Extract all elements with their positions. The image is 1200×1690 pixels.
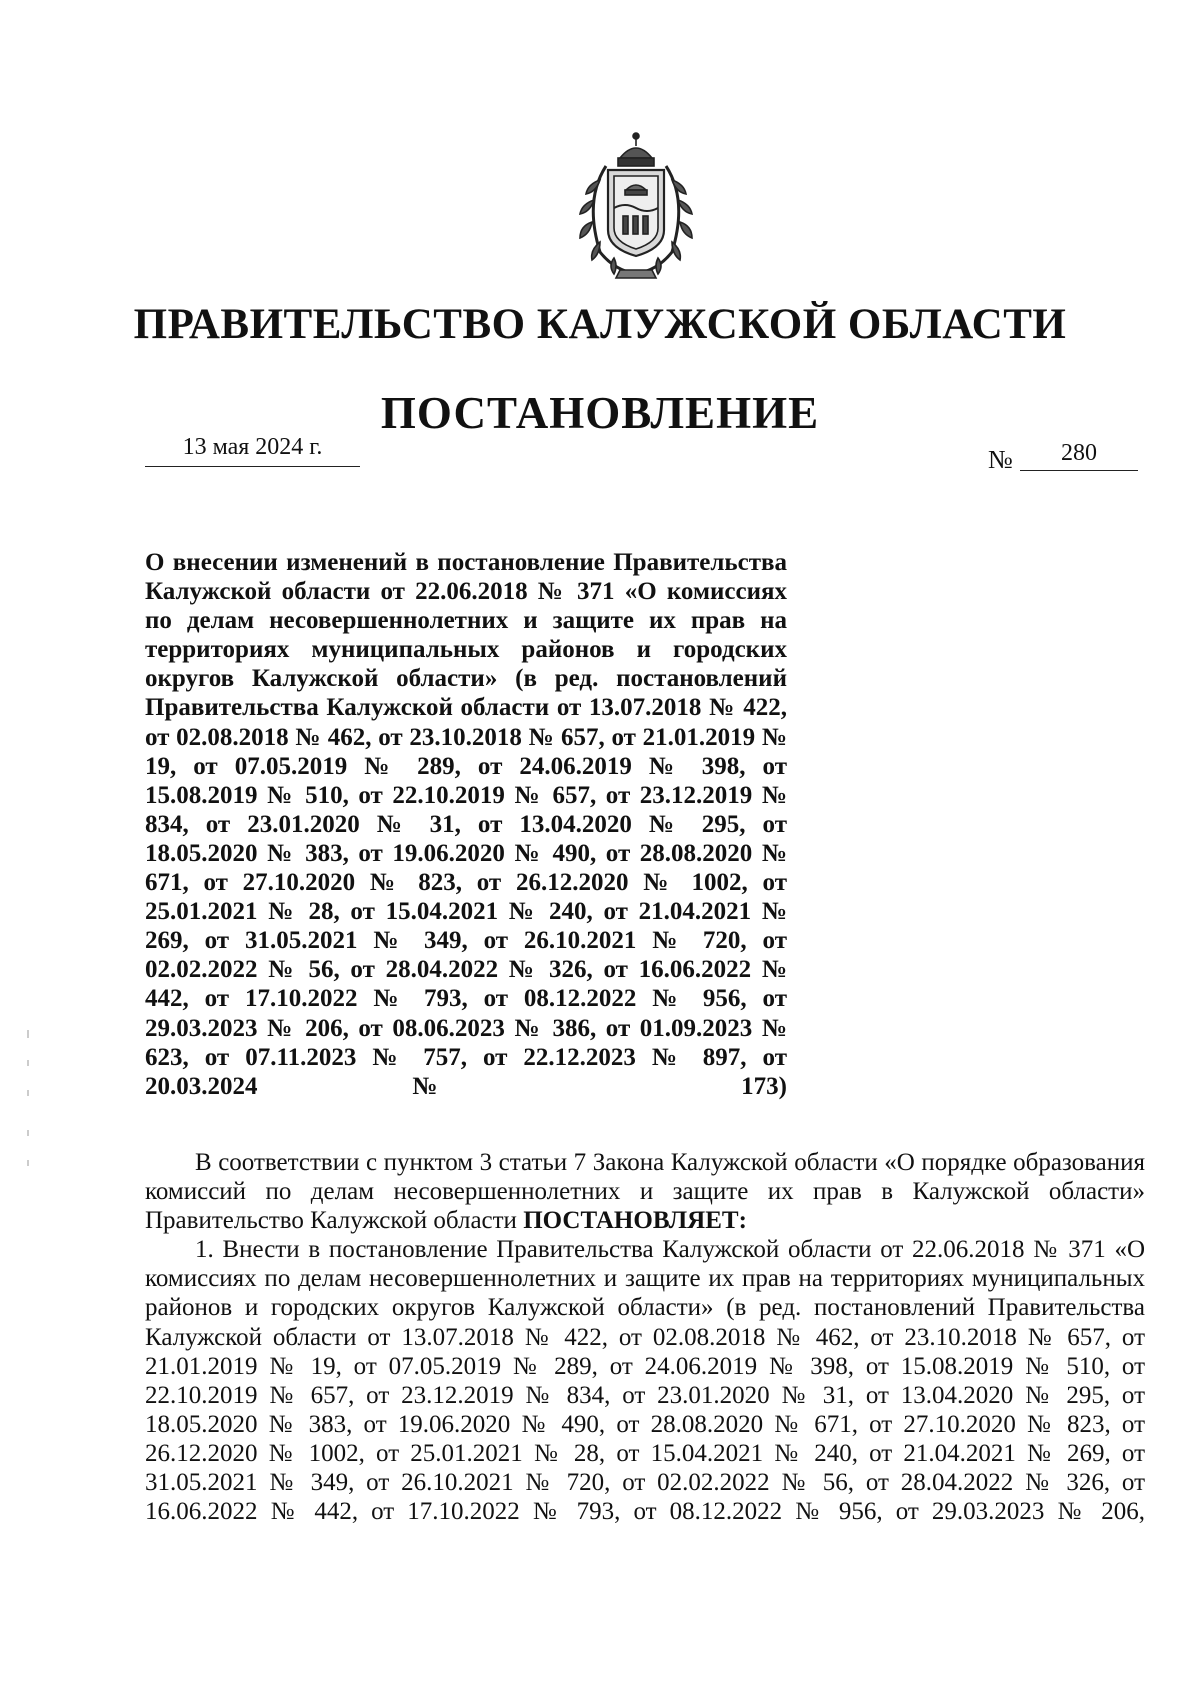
number-label: №	[988, 445, 1013, 474]
item-1-paragraph	[145, 1235, 1145, 1526]
subject-text: О внесении изменений в постановление Правительства Калужской области от 22.06.2018 № 371 «О комиссиях по делам несовершеннолетних и защите их прав на территориях муниципальных районов и городских округов Калужской области» (в ред. постановлений Правительства Калужской области от 13.07.2018 № 422, от 02.08.2018 № 462, от 23.10.2018 № 657, от 21.01.2019 № 19, от 07.05.2019 № 289, от 24.06.2019 № 398, от 15.08.2019 № 510, от 22.10.2019 № 657, от 23.12.2019 № 834, от 23.01.2020 № 31, от 13.04.2020 № 295, от 18.05.2020 № 383, от 19.06.2020 № 490, от 28.08.2020 № 671, от 27.10.2020 № 823, от 26.12.2020 № 1002, от 25.01.2021 № 28, от 15.04.2021 № 240, от 21.04.2021 № 269, от 31.05.2021 № 349, от 26.10.2021 № 720, от 02.02.2022 № 56, от 28.04.2022 № 326, от 16.06.2022 № 442, от 17.10.2022 № 793, от 08.12.2022 № 956, от 29.03.2023 № 206, от 08.06.2023 № 386, от 01.09.2023 № 623, от 07.11.2023 № 757, от 22.12.2023 № 897, от 20.03.2024 № 173)	[145, 549, 787, 1100]
document-type-title: ПОСТАНОВЛЕНИЕ	[380, 388, 820, 438]
document-date: 13 мая 2024 г.	[145, 428, 360, 467]
document-number: 280	[1020, 436, 1138, 471]
government-name: ПРАВИТЕЛЬСТВО КАЛУЖСКОЙ ОБЛАСТИ	[133, 301, 1067, 348]
preamble-paragraph	[145, 1148, 1145, 1235]
decree-word: ПОСТАНОВЛЯЕТ:	[523, 1207, 747, 1235]
document-body	[145, 1148, 1145, 1526]
preamble-text: В соответствии с пунктом 3 статьи 7 Закона Калужской области «О порядке образования комиссий по делам несовершеннолетних и защите их прав в Калужской области» Правительство Калужской области	[145, 1149, 1145, 1235]
item-1-text: 1. Внести в постановление Правительства Калужской области от 22.06.2018 № 371 «О комиссиях по делам несовершеннолетних и защите их прав на территориях муниципальных районов и городских округов Калужской области» (в ред. постановлений Правительства Калужской области от 13.07.2018 № 422, от 02.08.2018 № 462, от 23.10.2018 № 657, от 21.01.2019 № 19, от 07.05.2019 № 289, от 24.06.2019 № 398, от 15.08.2019 № 510, от 22.10.2019 № 657, от 23.12.2019 № 834, от 23.01.2020 № 31, от 13.04.2020 № 295, от 18.05.2020 № 383, от 19.06.2020 № 490, от 28.08.2020 № 671, от 27.10.2020 № 823, от 26.12.2020 № 1002, от 25.01.2021 № 28, от 15.04.2021 № 240, от 21.04.2021 № 269, от 31.05.2021 № 349, от 26.10.2021 № 720, от 02.02.2022 № 56, от 28.04.2022 № 326, от 16.06.2022 № 442, от 17.10.2022 № 793, от 08.12.2022 № 956, от 29.03.2023 № 206,	[145, 1236, 1145, 1526]
coat-of-arms-icon	[570, 130, 702, 280]
scan-edge-marks	[26, 1030, 30, 1170]
subject-heading	[145, 548, 787, 1101]
